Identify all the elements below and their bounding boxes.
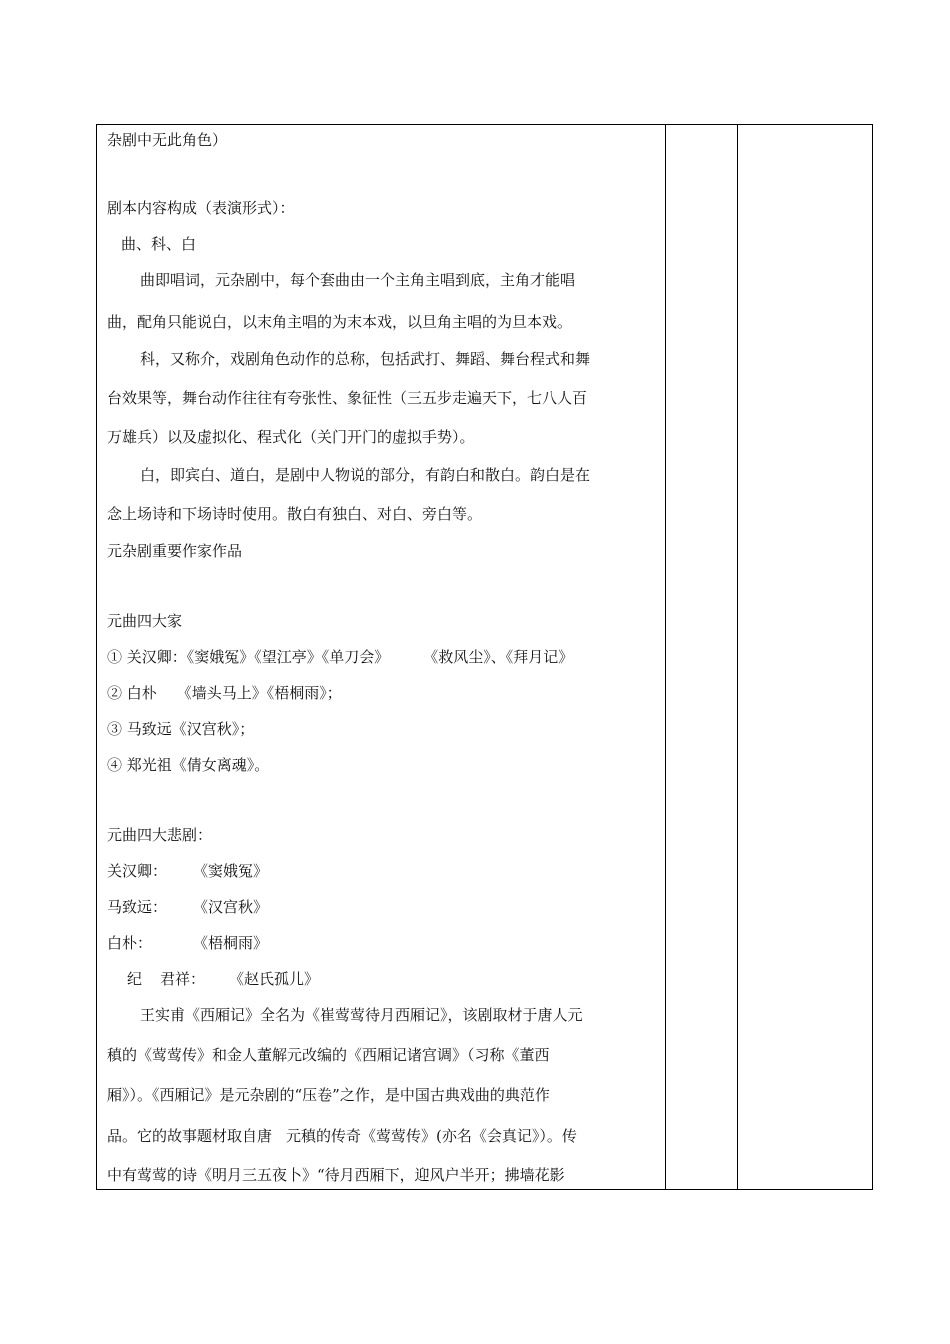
section-heading: 元曲四大家 (107, 612, 183, 630)
paragraph-line: 念上场诗和下场诗时使用。散白有独白、对白、旁白等。 (107, 505, 483, 523)
paragraph-text: 品。它的故事题材取自唐 (107, 1127, 273, 1145)
author-name: 君祥： (160, 970, 206, 988)
list-item (107, 897, 268, 917)
column-divider (665, 125, 666, 1189)
text-line: 杂剧中无此角色） (107, 131, 228, 149)
author-name: 马致远： (107, 898, 168, 916)
author-name: 关汉卿： (107, 862, 168, 880)
list-item-text: ② 白朴 (107, 684, 157, 702)
paragraph-line: 中有莺莺的诗《明月三五夜卜》“待月西厢下，迎风户半开；拂墙花影 (107, 1166, 565, 1184)
paragraph-line (107, 1126, 577, 1146)
author-name: 纪 (127, 970, 143, 988)
section-heading: 元曲四大悲剧： (107, 826, 213, 844)
paragraph-line: 曲即唱词，元杂剧中，每个套曲由一个主角主唱到底，主角才能唱 (140, 271, 576, 289)
paragraph-line: 王实甫《西厢记》全名为《崔莺莺待月西厢记》，该剧取材于唐人元 (140, 1006, 583, 1024)
work-title: 《梧桐雨》 (193, 934, 269, 952)
list-item-text: 《墙头马上》《梧桐雨》； (176, 684, 342, 702)
paragraph-line: 台效果等，舞台动作往往有夸张性、象征性（三五步走遍天下，七八人百 (107, 389, 588, 407)
section-heading: 剧本内容构成（表演形式）： (107, 199, 295, 217)
text-line: 曲、科、白 (121, 235, 197, 253)
paragraph-line: 厢》）。《西厢记》是元杂剧的“压卷”之作，是中国古典戏曲的典范作 (107, 1086, 550, 1104)
work-title: 《汉宫秋》 (193, 898, 269, 916)
paragraph-line: 白，即宾白、道白，是剧中人物说的部分，有韵白和散白。韵白是在 (140, 466, 591, 484)
paragraph-line: 稹的《莺莺传》和金人董解元改编的《西厢记诸宫调》（习称《董西 (107, 1046, 550, 1064)
paragraph-text: 元稹的传奇《莺莺传》(亦名《会真记》）。传 (286, 1127, 577, 1145)
list-item: ③ 马致远《汉宫秋》； (107, 720, 255, 738)
section-heading: 元杂剧重要作家作品 (107, 542, 243, 560)
list-item (107, 933, 268, 953)
list-item (107, 683, 342, 703)
column-divider (737, 125, 738, 1189)
list-item (127, 969, 319, 989)
paragraph-line: 曲，配角只能说白，以末角主唱的为末本戏，以旦角主唱的为旦本戏。 (107, 313, 573, 331)
work-title: 《窦娥冤》 (193, 862, 269, 880)
work-title: 《赵氏孤儿》 (229, 970, 320, 988)
list-item: ④ 郑光祖《倩女离魂》。 (107, 756, 270, 774)
paragraph-line: 科，又称介，戏剧角色动作的总称，包括武打、舞蹈、舞台程式和舞 (140, 350, 591, 368)
author-name: 白朴： (107, 934, 153, 952)
list-item (107, 647, 573, 667)
list-item-text: 《救风尘》、《拜月记》 (423, 648, 574, 666)
list-item (107, 861, 268, 881)
list-item-text: ① 关汉卿：《窦娥冤》《望江亭》《单刀会》 (107, 648, 390, 666)
content-cell (107, 125, 661, 1189)
document-table (96, 124, 873, 1190)
paragraph-line: 万雄兵）以及虚拟化、程式化（关门开门的虚拟手势）。 (107, 428, 475, 446)
